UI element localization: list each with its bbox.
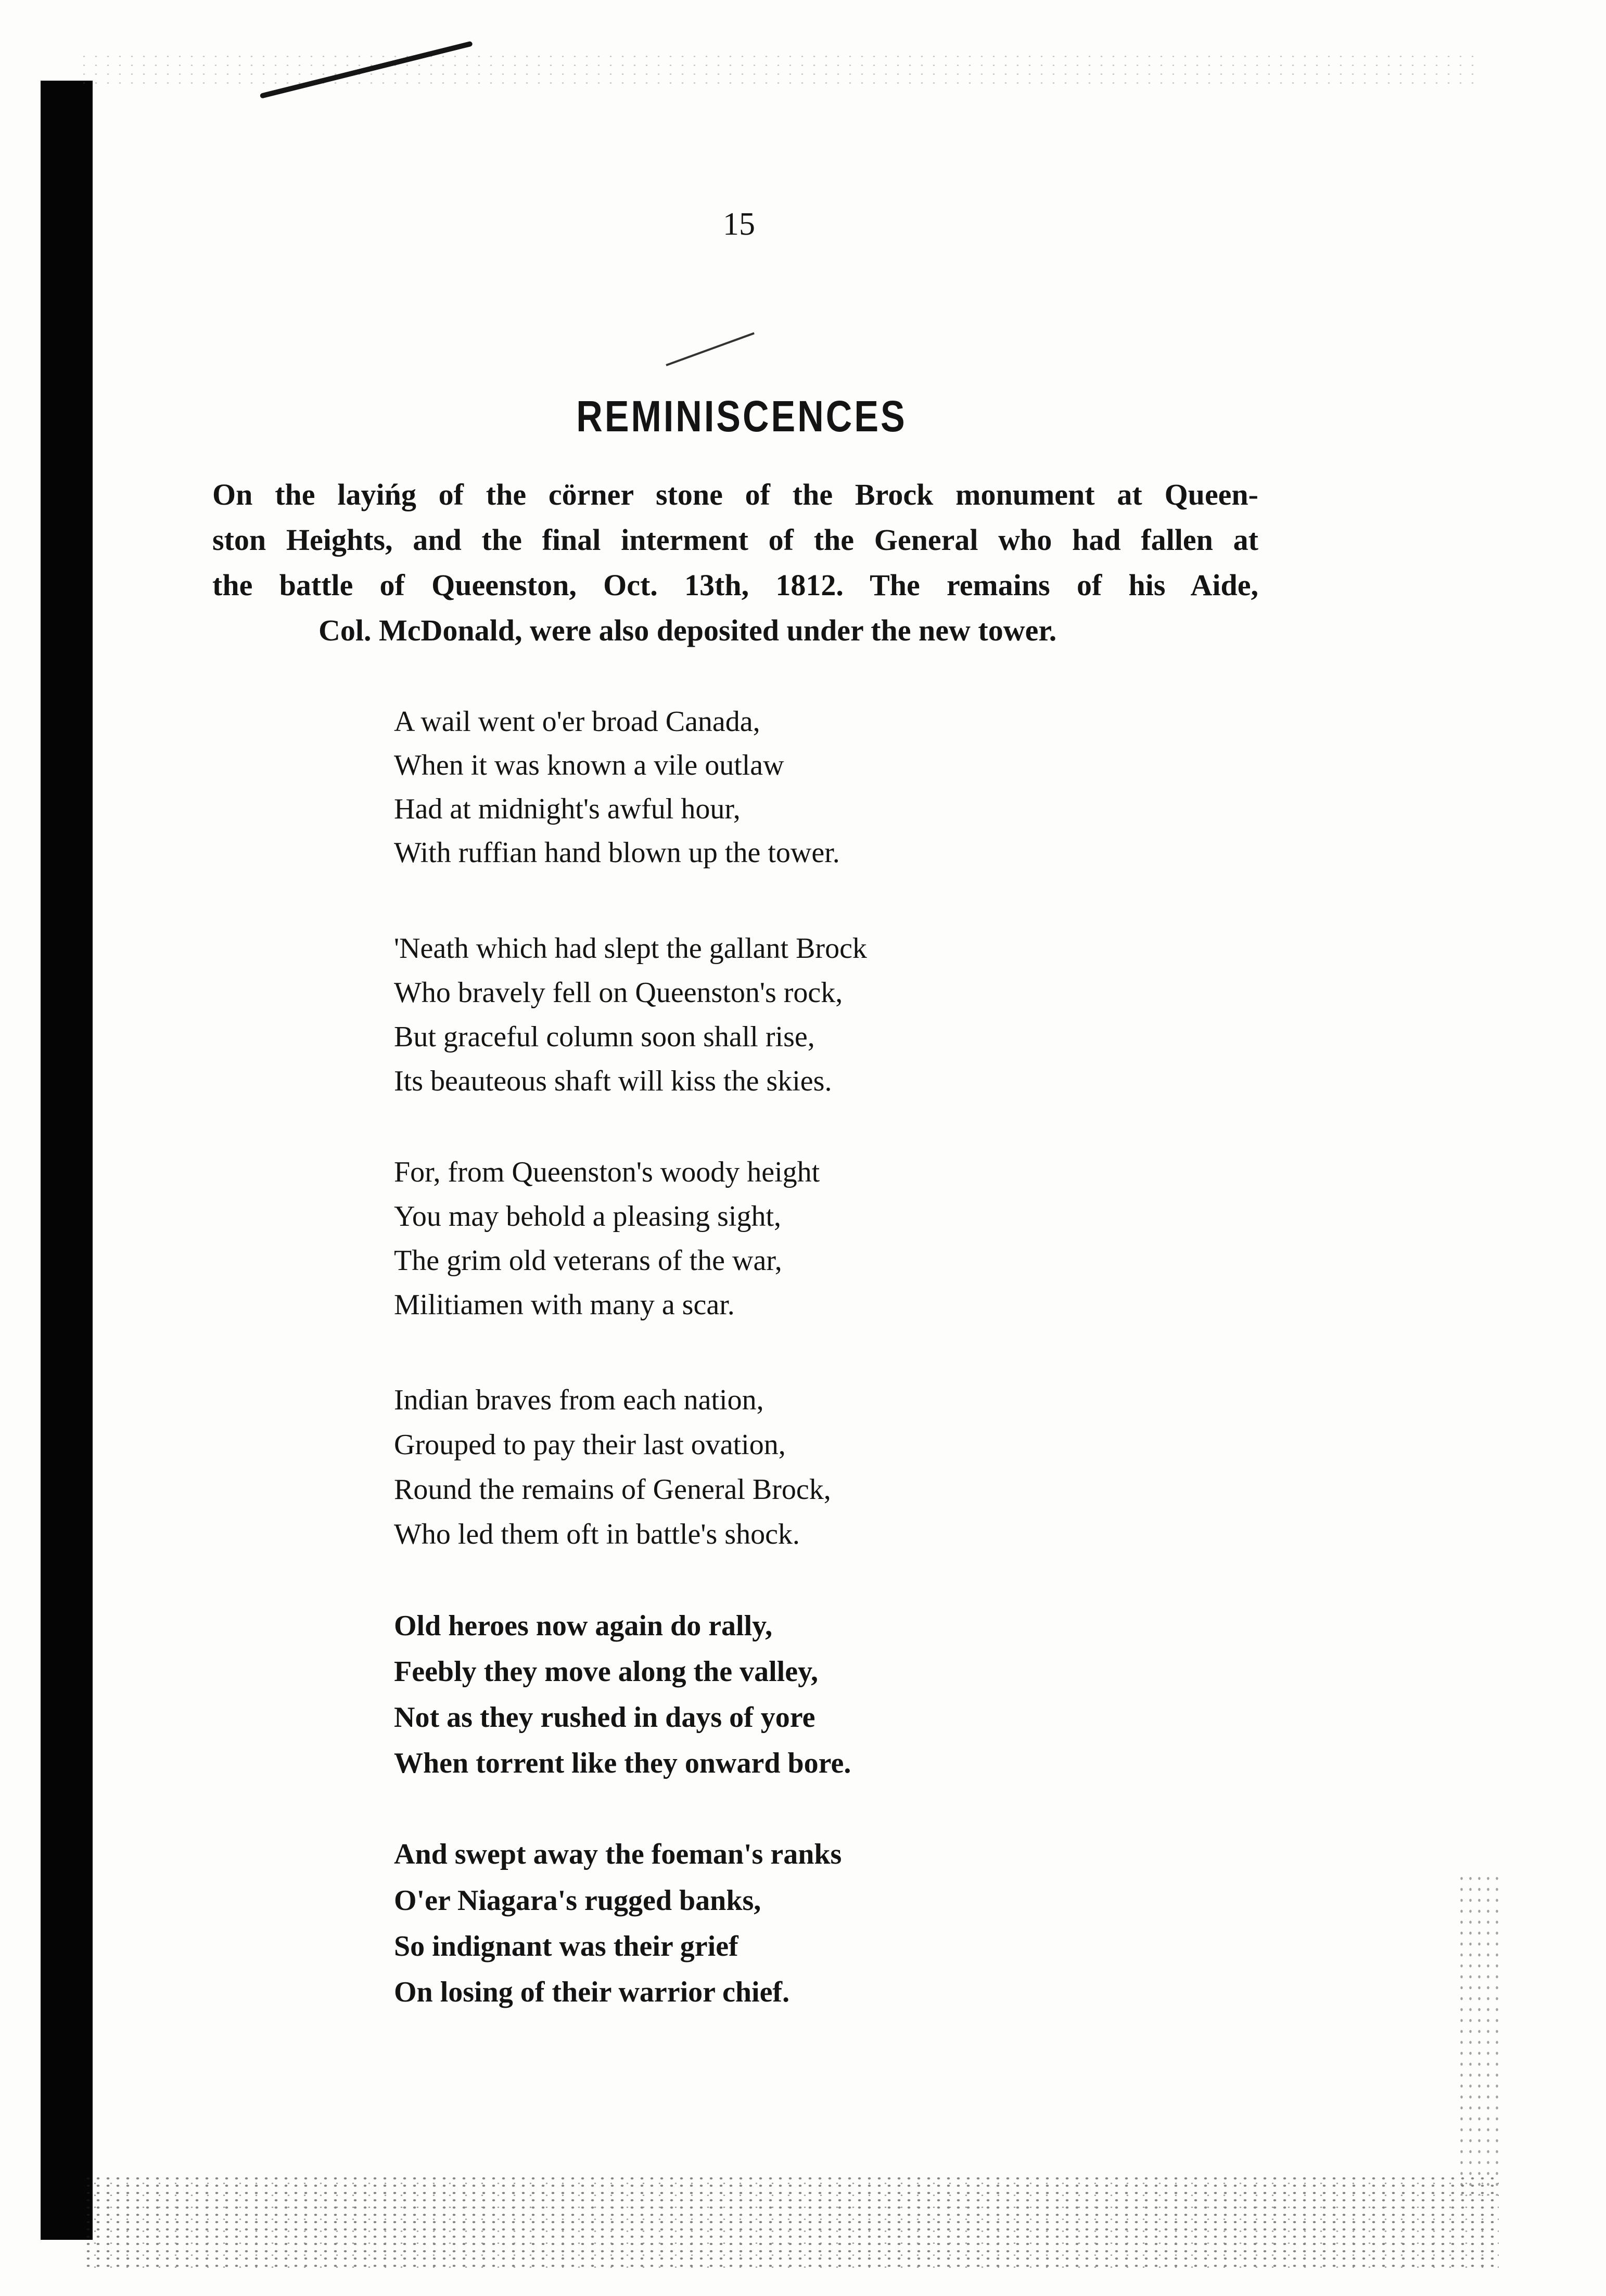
poem-line: For, from Queenston's woody height: [394, 1156, 820, 1188]
poem-line: Who bravely fell on Queenston's rock,: [394, 977, 843, 1009]
poem-line: With ruffian hand blown up the tower.: [394, 837, 840, 869]
poem-line: When torrent like they onward bore.: [394, 1747, 851, 1779]
poem-line: Not as they rushed in days of yore: [394, 1701, 815, 1734]
intro-line: On the layińg of the cörner stone of the Brock monument at Queen-: [212, 478, 1258, 511]
bottom-edge-speckle: [83, 2175, 1499, 2268]
poem-line: Feebly they move along the valley,: [394, 1656, 819, 1688]
poem-line: Grouped to pay their last ovation,: [394, 1429, 786, 1461]
poem-line: Had at midnight's awful hour,: [394, 793, 741, 825]
poem-line: And swept away the foeman's ranks: [394, 1838, 842, 1870]
page-title: REMINISCENCES: [576, 392, 907, 441]
poem-line: O'er Niagara's rugged banks,: [394, 1884, 761, 1917]
poem-line: The grim old veterans of the war,: [394, 1245, 782, 1277]
poem-line: Its beauteous shaft will kiss the skies.: [394, 1065, 832, 1097]
poem-line: But graceful column soon shall rise,: [394, 1021, 815, 1053]
top-edge-speckle: [78, 52, 1483, 88]
poem-line: A wail went o'er broad Canada,: [394, 706, 760, 738]
poem-line: When it was known a vile outlaw: [394, 749, 784, 781]
poem-line: Who led them oft in battle's shock.: [394, 1518, 800, 1550]
intro-line: Col. McDonald, were also deposited under the new tower.: [318, 613, 1057, 647]
ink-stroke-mark-title: [666, 332, 755, 366]
poem-line: Indian braves from each nation,: [394, 1384, 764, 1416]
poem-line: Round the remains of General Brock,: [394, 1473, 831, 1506]
right-edge-speckle: [1457, 1873, 1504, 2196]
page-number: 15: [723, 207, 755, 242]
poem-line: So indignant was their grief: [394, 1930, 738, 1962]
intro-line: ston Heights, and the final interment of the General who had fallen at: [212, 523, 1258, 557]
poem-line: On losing of their warrior chief.: [394, 1976, 790, 2008]
intro-line: the battle of Queenston, Oct. 13th, 1812. The remains of his Aide,: [212, 568, 1258, 602]
poem-line: You may behold a pleasing sight,: [394, 1200, 782, 1233]
poem-line: 'Neath which had slept the gallant Brock: [394, 932, 867, 965]
poem-line: Militiamen with many a scar.: [394, 1289, 735, 1321]
poem-line: Old heroes now again do rally,: [394, 1610, 773, 1642]
